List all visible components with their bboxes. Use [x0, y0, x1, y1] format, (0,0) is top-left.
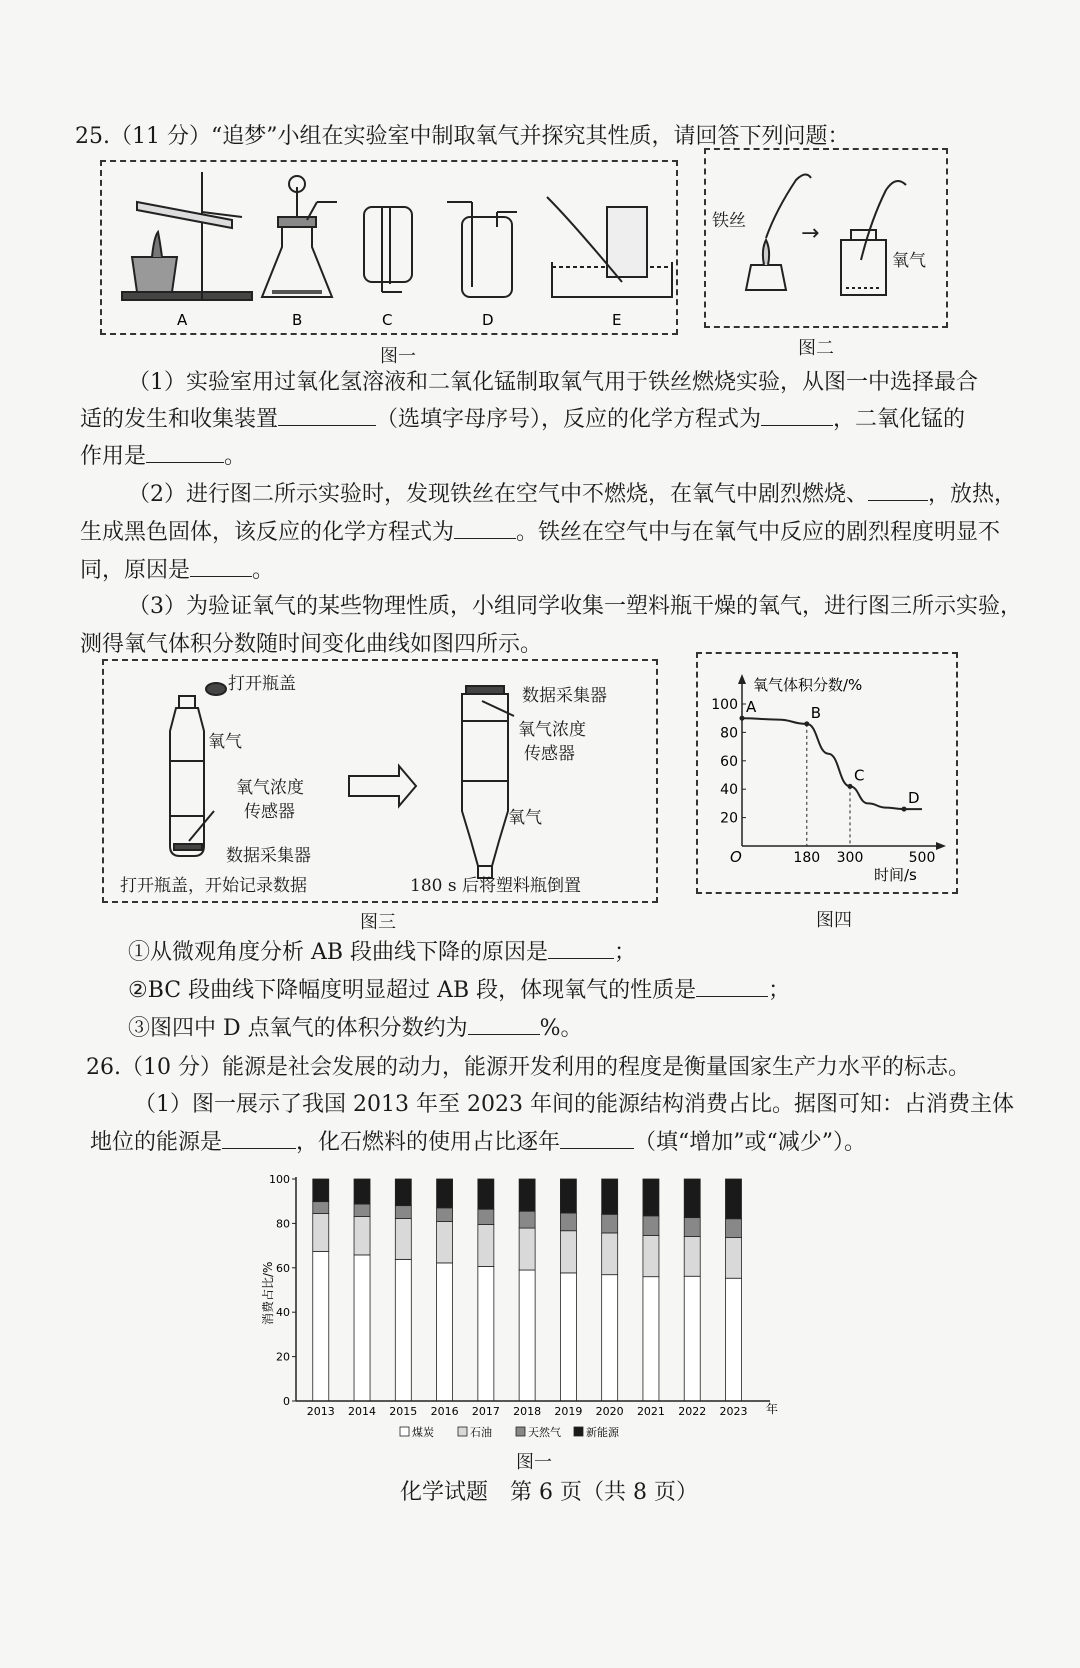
fig4-x-arrow — [936, 842, 946, 850]
fig2-box — [704, 148, 948, 328]
fig3-collector-right: 数据采集器 — [522, 686, 607, 706]
bar-segment-2018 — [519, 1270, 535, 1401]
apparatus-c — [364, 207, 412, 292]
fig4-caption: 图四 — [816, 910, 852, 931]
q26-p1-line1: （1）图一展示了我国 2013 年至 2023 年间的能源结构消费占比。据图可知：占消费主体 — [134, 1092, 1014, 1117]
bar-xtick-label: 2022 — [678, 1405, 707, 1418]
fig4-ylabel: 氧气体积分数/% — [753, 676, 863, 694]
fig1-label-e: E — [612, 311, 622, 329]
bar-segment-2016 — [437, 1263, 453, 1401]
fig4-origin: O — [730, 848, 742, 866]
fig3-bottom-right: 180 s 后将塑料瓶倒置 — [410, 876, 581, 896]
bar-segment-2016 — [437, 1179, 453, 1208]
apparatus-a — [122, 172, 252, 300]
bar-segment-2019 — [560, 1231, 576, 1273]
answer-blank[interactable] — [696, 976, 768, 997]
bar-ytick-label: 80 — [276, 1217, 290, 1231]
fig1-label-b: B — [292, 311, 303, 329]
q25-p2-line1: （2）进行图二所示实验时，发现铁丝在空气中不燃烧，在氧气中剧烈燃烧、 ，放热， — [128, 482, 1017, 507]
bar-xtick-label: 2021 — [636, 1405, 665, 1418]
bar-segment-2020 — [602, 1179, 618, 1214]
bar-segment-2021 — [643, 1179, 659, 1216]
bar-ytick-label: 0 — [283, 1395, 290, 1408]
bar-xtick-label: 2014 — [348, 1405, 377, 1418]
q25-s3: ③图四中 D 点氧气的体积分数约为 %。 — [128, 1016, 583, 1041]
q26-p1-line2: 地位的能源是 ，化石燃料的使用占比逐年 （填“增加”或“减少”）。 — [90, 1130, 867, 1155]
answer-blank[interactable] — [146, 442, 224, 463]
answer-blank[interactable] — [190, 556, 252, 577]
fig2-label-wire: 铁丝 — [712, 211, 746, 231]
bar-segment-2013 — [313, 1213, 329, 1251]
fig3-sensor-left-l2: 传感器 — [244, 802, 295, 822]
q25-p3-line2: 测得氧气体积分数随时间变化曲线如图四所示。 — [80, 632, 543, 657]
bar-segment-2014 — [354, 1217, 370, 1255]
bar-segment-2019 — [560, 1213, 576, 1231]
bar-xtick-label: 2017 — [471, 1405, 500, 1418]
fig3-oxygen-right: 氧气 — [508, 808, 542, 828]
q25-s2: ②BC 段曲线下降幅度明显超过 AB 段，体现氧气的性质是 ； — [128, 978, 791, 1003]
q25-p2-line2: 生成黑色固体，该反应的化学方程式为 。铁丝在空气中与在氧气中反应的剧烈程度明显不 — [80, 520, 1001, 545]
bar-segment-2018 — [519, 1228, 535, 1270]
bar-segment-2021 — [643, 1235, 659, 1276]
answer-blank[interactable] — [560, 1128, 634, 1149]
fig4-point-a — [740, 716, 745, 721]
bar-segment-2015 — [395, 1179, 411, 1206]
bar-xtick-label: 2023 — [719, 1405, 748, 1418]
bar-segment-2015 — [395, 1206, 411, 1219]
q26-header: 26.（10 分）能源是社会发展的动力，能源开发利用的程度是衡量国家生产力水平的标志。 — [86, 1055, 970, 1080]
fig2-caption: 图二 — [798, 338, 834, 359]
bar-segment-2023 — [725, 1219, 741, 1238]
fig4-point-c — [848, 784, 853, 789]
apparatus-e — [547, 197, 672, 297]
bar-ytick-label: 20 — [276, 1350, 290, 1364]
legend-swatch — [574, 1427, 583, 1436]
fig3-sensor-right-l2: 传感器 — [524, 744, 575, 764]
bar-ytick-label: 40 — [276, 1306, 290, 1320]
fig3-open-cap: 打开瓶盖 — [228, 674, 296, 694]
fig4-y-arrow — [738, 674, 746, 684]
legend-label: 石油 — [470, 1426, 492, 1439]
fig4-xlabel: 时间/s — [874, 866, 917, 884]
bar-segment-2013 — [313, 1179, 329, 1202]
bar-segment-2021 — [643, 1216, 659, 1236]
answer-blank[interactable] — [222, 1128, 296, 1149]
answer-blank[interactable] — [548, 938, 614, 959]
legend-swatch — [458, 1427, 467, 1436]
bar-chart-caption: 图一 — [516, 1452, 552, 1473]
fig3-sensor-right-l1: 氧气浓度 — [518, 720, 586, 740]
fig3-box — [102, 659, 658, 903]
answer-blank[interactable] — [454, 518, 516, 539]
bar-segment-2023 — [725, 1238, 741, 1279]
bar-xtick-label: 2013 — [306, 1405, 335, 1418]
q25-p1-line1: （1）实验室用过氧化氢溶液和二氧化锰制取氧气用于铁丝燃烧实验，从图一中选择最合 — [128, 370, 978, 395]
q25-s1: ①从微观角度分析 AB 段曲线下降的原因是 ； — [128, 940, 637, 965]
fig1-label-d: D — [482, 311, 494, 329]
svg-text:→: → — [801, 221, 820, 246]
bar-segment-2019 — [560, 1273, 576, 1401]
q25-p1-line2: 适的发生和收集装置 （选填字母序号），反应的化学方程式为 ，二氧化锰的 — [80, 407, 966, 432]
answer-blank[interactable] — [278, 405, 376, 426]
bar-segment-2018 — [519, 1179, 535, 1211]
bar-ytick-label: 60 — [276, 1261, 290, 1275]
fig4-ytick-label: 100 — [711, 697, 738, 713]
bar-segment-2013 — [313, 1202, 329, 1214]
legend-label: 煤炭 — [412, 1426, 434, 1439]
fig4-xtick-label: 300 — [836, 850, 864, 866]
bar-segment-2018 — [519, 1211, 535, 1228]
fig2-iron-burning — [706, 150, 946, 326]
fig4-point-label: C — [854, 766, 865, 785]
fig2-label-oxygen: 氧气 — [892, 251, 926, 271]
bar-segment-2016 — [437, 1221, 453, 1263]
fig1-caption: 图一 — [380, 346, 416, 367]
legend-swatch — [516, 1427, 525, 1436]
fig4-point-b — [804, 721, 809, 726]
bar-segment-2017 — [478, 1179, 494, 1209]
bar-segment-2023 — [725, 1278, 741, 1401]
bar-segment-2023 — [725, 1179, 741, 1219]
bar-segment-2017 — [478, 1225, 494, 1267]
bar-xtick-label: 2018 — [513, 1405, 542, 1418]
bar-segment-2016 — [437, 1208, 453, 1222]
bar-xtick-label: 2016 — [430, 1405, 459, 1418]
fig4-xtick-label: 180 — [793, 850, 821, 866]
bar-segment-2014 — [354, 1204, 370, 1216]
fig3-sensor-left-l1: 氧气浓度 — [236, 778, 304, 798]
fig4-curve — [742, 718, 922, 809]
q25-p2-line3: 同，原因是 。 — [80, 558, 275, 583]
bar-segment-2022 — [684, 1236, 700, 1276]
bar-segment-2020 — [602, 1233, 618, 1275]
answer-blank[interactable] — [468, 1014, 540, 1035]
fig4-xtick-label: 500 — [908, 850, 936, 866]
fig4-point-label: B — [810, 703, 822, 722]
bar-segment-2020 — [602, 1275, 618, 1401]
fig4-point-d — [902, 807, 907, 812]
bar-segment-2022 — [684, 1179, 700, 1218]
fig1-apparatus — [102, 162, 676, 333]
bar-xlabel: 年 — [766, 1402, 779, 1416]
bar-segment-2022 — [684, 1218, 700, 1237]
fig1-label-c: C — [382, 311, 393, 329]
fig4-box — [696, 652, 958, 894]
legend-label: 新能源 — [586, 1426, 619, 1439]
bar-xtick-label: 2020 — [595, 1405, 624, 1418]
fig1-label-a: A — [177, 311, 188, 329]
bar-ylabel: 消费占比/% — [261, 1261, 275, 1325]
fig3-collector-left: 数据采集器 — [226, 846, 311, 866]
bar-segment-2022 — [684, 1276, 700, 1401]
bar-segment-2015 — [395, 1219, 411, 1260]
fig3-oxygen-left: 氧气 — [208, 732, 242, 752]
energy-bar-chart — [250, 1165, 810, 1470]
legend-swatch — [400, 1427, 409, 1436]
fig4-chart — [698, 654, 956, 892]
q25-p3-line1: （3）为验证氧气的某些物理性质，小组同学收集一塑料瓶干燥的氧气，进行图三所示实验， — [128, 594, 1023, 619]
fig4-ytick-label: 20 — [720, 810, 738, 827]
fig1-box — [100, 160, 678, 335]
fig4-ytick-label: 80 — [720, 725, 738, 742]
answer-blank[interactable] — [761, 405, 833, 426]
bar-segment-2014 — [354, 1255, 370, 1401]
bar-ytick-label: 100 — [269, 1173, 290, 1186]
bar-segment-2019 — [560, 1179, 576, 1213]
q25-header: 25.（11 分）“追梦”小组在实验室中制取氧气并探究其性质，请回答下列问题： — [75, 124, 850, 149]
fig4-point-label: A — [746, 698, 757, 717]
bar-segment-2014 — [354, 1179, 370, 1204]
q25-p1-line3: 作用是 。 — [80, 444, 247, 469]
bar-xtick-label: 2015 — [389, 1405, 418, 1418]
page-footer: 化学试题 第 6 页（共 8 页） — [400, 1480, 698, 1505]
answer-blank[interactable] — [868, 480, 928, 501]
bar-segment-2021 — [643, 1277, 659, 1401]
bar-segment-2020 — [602, 1214, 618, 1233]
apparatus-d — [447, 202, 517, 297]
bar-segment-2017 — [478, 1209, 494, 1224]
fig4-ytick-label: 40 — [720, 782, 738, 799]
bar-segment-2017 — [478, 1266, 494, 1401]
bar-segment-2015 — [395, 1259, 411, 1401]
bar-xtick-label: 2019 — [554, 1405, 583, 1418]
fig3-bottom-left: 打开瓶盖，开始记录数据 — [120, 876, 307, 896]
legend-label: 天然气 — [528, 1426, 561, 1439]
fig3-caption: 图三 — [360, 912, 396, 933]
apparatus-b — [262, 176, 337, 297]
fig4-ytick-label: 60 — [720, 753, 738, 770]
fig4-point-label: D — [908, 789, 920, 808]
bar-segment-2013 — [313, 1251, 329, 1401]
